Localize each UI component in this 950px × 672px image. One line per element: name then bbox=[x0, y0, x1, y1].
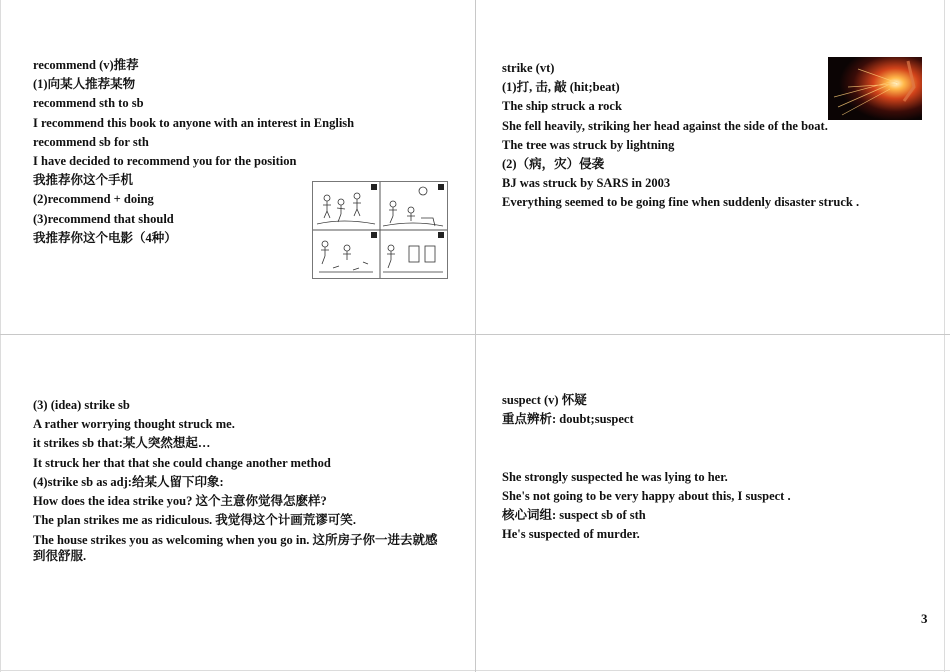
text-line: The plan strikes me as ridiculous. 我觉得这个计画荒谬可笑. bbox=[33, 513, 356, 528]
text-line: The house strikes you as welcoming when you go in. 这所房子你一进去就感到很舒服. bbox=[33, 533, 438, 564]
slide-recommend bbox=[33, 56, 354, 248]
heading-suspect: suspect (v) 怀疑 bbox=[502, 393, 587, 407]
horizontal-divider bbox=[0, 334, 950, 335]
heading-strike: strike (vt) bbox=[502, 61, 555, 75]
text-line: I recommend this book to anyone with an interest in English bbox=[33, 115, 355, 130]
text-line: How does the idea strike you? 这个主意你觉得怎麽样? bbox=[33, 493, 327, 508]
comic-strip-illustration bbox=[312, 181, 448, 279]
text-line: A rather worrying thought struck me. bbox=[33, 417, 235, 432]
strike-spark-image bbox=[828, 57, 922, 120]
text-line: I have decided to recommend you for the position bbox=[33, 153, 297, 168]
text-line: (4)strike sb as adj:给某人留下印象: bbox=[33, 474, 224, 489]
text-line: BJ was struck by SARS in 2003 bbox=[502, 176, 671, 191]
page-border-left bbox=[0, 0, 1, 672]
slide-strike-idea bbox=[33, 396, 443, 564]
page-border-right bbox=[944, 0, 945, 672]
slide-strike bbox=[502, 59, 859, 213]
page-number: 3 bbox=[921, 611, 928, 626]
text-line: (1)向某人推荐某物 bbox=[33, 77, 136, 92]
text-line: The ship struck a rock bbox=[502, 99, 622, 114]
text-line: Everything seemed to be going fine when suddenly disaster struck . bbox=[502, 195, 860, 210]
text-line: it strikes sb that:某人突然想起… bbox=[33, 436, 211, 451]
text-line: She fell heavily, striking her head against the side of the boat. bbox=[502, 118, 828, 133]
text-line: recommend sth to sb bbox=[33, 96, 144, 111]
text-line: 重点辨析: doubt;suspect bbox=[502, 412, 634, 427]
text-line: 核心词组: suspect sb of sth bbox=[502, 508, 646, 523]
text-line: 我推荐你这个手机 bbox=[33, 173, 134, 188]
text-line: She's not going to be very happy about this, I suspect . bbox=[502, 488, 791, 503]
text-line: (2)recommend + doing bbox=[33, 192, 154, 207]
text-line: It struck her that that she could change another method bbox=[33, 455, 331, 470]
text-line: 我推荐你这个电影（4种） bbox=[33, 230, 177, 245]
slide-suspect bbox=[502, 391, 791, 545]
heading-recommend: recommend (v)推荐 bbox=[33, 58, 139, 72]
text-line: recommend sb for sth bbox=[33, 134, 149, 149]
text-line: (2)（病，灾）侵袭 bbox=[502, 156, 605, 171]
text-line: (3)recommend that should bbox=[33, 211, 174, 226]
comic-strip-drawing bbox=[313, 182, 447, 278]
vertical-divider bbox=[475, 0, 476, 672]
text-line: The tree was struck by lightning bbox=[502, 137, 675, 152]
text-line: She strongly suspected he was lying to her. bbox=[502, 469, 728, 484]
text-line: (1)打, 击, 敲 (hit;beat) bbox=[502, 80, 620, 95]
blank-line bbox=[502, 429, 791, 467]
heading-strike-idea: (3) (idea) strike sb bbox=[33, 398, 130, 412]
text-line: He's suspected of murder. bbox=[502, 527, 640, 542]
